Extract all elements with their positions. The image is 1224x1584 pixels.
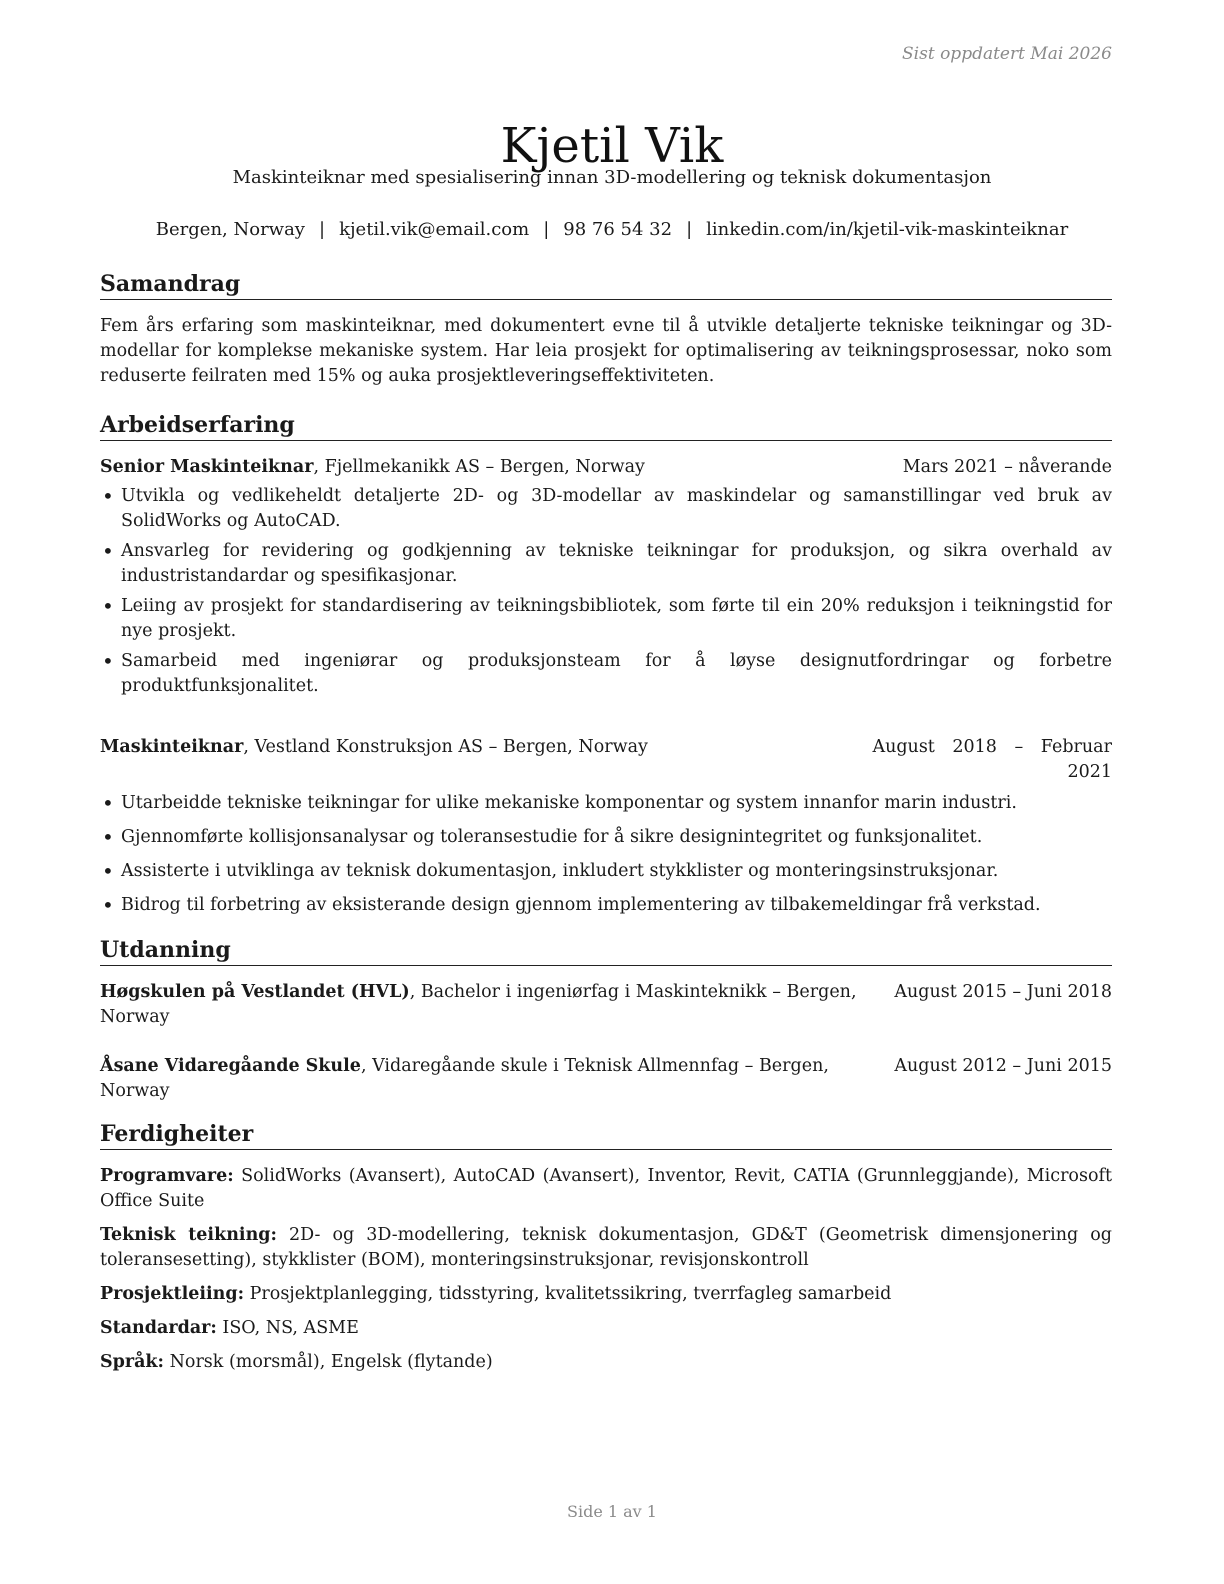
skill-row xyxy=(100,1350,1112,1375)
skill-label: Teknisk teikning: xyxy=(100,1225,277,1245)
job-header xyxy=(100,455,1112,480)
skill-text: SolidWorks (Avansert), AutoCAD (Avansert), Inventor, Revit, CATIA (Grunnleggjande), Microsoft Office Suite xyxy=(100,1166,1112,1211)
bullet-item: • Utarbeidde tekniske teikningar for ulike mekaniske komponentar og system innanfor marin industri. xyxy=(100,791,1112,816)
skill-text: Norsk (morsmål), Engelsk (flytande) xyxy=(164,1352,493,1372)
page-number: Side 1 av 1 xyxy=(567,1502,657,1521)
bullet-item: • Gjennomførte kollisjonsanalysar og toleransestudie for å sikre designintegritet og funksjonalitet. xyxy=(100,825,1112,850)
skill-label: Standardar: xyxy=(100,1318,217,1338)
education-detail: , Bachelor i ingeniørfag i Maskinteknikk – Bergen, Norway xyxy=(100,982,857,1027)
education-entry xyxy=(100,980,1112,1030)
bullet-item: • Leiing av prosjekt for standardisering av teikningsbibliotek, som førte til ein 20% reduksjon i teikningstid for nye prosjekt. xyxy=(100,594,1112,644)
separator: | xyxy=(318,219,326,240)
job-entry xyxy=(100,455,1112,699)
tagline: Maskinteiknar med spesialisering innan 3D-modellering og teknisk dokumentasjon xyxy=(232,167,992,188)
job-role: Maskinteiknar xyxy=(100,737,244,757)
skill-row xyxy=(100,1282,1112,1307)
job-role: Senior Maskinteiknar xyxy=(100,457,314,477)
education-detail: , Vidaregåande skule i Teknisk Allmennfag – Bergen, Norway xyxy=(100,1056,829,1101)
job-header xyxy=(100,735,1112,785)
bullet-item: • Bidrog til forbetring av eksisterande design gjennom implementering av tilbakemeldingar frå verkstad. xyxy=(100,893,1112,918)
separator: | xyxy=(543,219,550,240)
skill-text: ISO, NS, ASME xyxy=(216,1318,359,1338)
education-school: Høgskulen på Vestlandet (HVL) xyxy=(100,982,410,1002)
skill-label: Programvare: xyxy=(100,1166,234,1186)
bullet-item: • Ansvarleg for revidering og godkjenning av tekniske teikningar for produksjon, og sikra overhald av industristandardar og spesifikasjonar. xyxy=(100,539,1112,589)
resume-body xyxy=(100,270,1112,1375)
section-title-summary: Samandrag xyxy=(100,270,1112,300)
skill-label: Språk: xyxy=(100,1352,165,1372)
separator: | xyxy=(686,219,693,240)
skill-label: Prosjektleiing: xyxy=(100,1284,245,1304)
contact-linkedin[interactable]: linkedin.com/in/kjetil-vik-maskinteiknar xyxy=(706,219,1069,240)
job-entry xyxy=(100,735,1112,918)
job-company: , Fjellmekanikk AS – Bergen, Norway xyxy=(313,457,645,477)
skill-row xyxy=(100,1223,1112,1273)
contact-email[interactable]: kjetil.vik@email.com xyxy=(339,219,530,240)
job-company: , Vestland Konstruksjon AS – Bergen, Norway xyxy=(243,737,648,757)
section-title-skills: Ferdigheiter xyxy=(100,1120,1112,1150)
job-bullets xyxy=(100,791,1112,918)
skill-row xyxy=(100,1164,1112,1214)
job-dates: August 2018 – Februar 2021 xyxy=(872,737,1112,782)
job-bullets xyxy=(100,484,1112,699)
candidate-name: Kjetil Vik xyxy=(500,118,724,175)
education-dates: August 2015 – Juni 2018 xyxy=(894,982,1112,1002)
contact-phone[interactable]: 98 76 54 32 xyxy=(563,219,673,240)
skill-row xyxy=(100,1316,1112,1341)
summary-text: Fem års erfaring som maskinteiknar, med dokumentert evne til å utvikle detaljerte tekniske teikningar og 3D-modellar for komplekse mekaniske system. Har leia prosjekt for optimalisering av teikningsprosessar, noko som reduserte feilraten med 15% og auka prosjektleveringseffektiviteten. xyxy=(100,316,1112,386)
skill-text: 2D- og 3D-modellering, teknisk dokumentasjon, GD&T (Geometrisk dimensjonering og toleransesetting), stykklister (BOM), monteringsinstruksjonar, revisjonskontroll xyxy=(100,1225,1112,1270)
education-entry xyxy=(100,1054,1112,1104)
section-title-experience: Arbeidserfaring xyxy=(100,411,1112,441)
education-school: Åsane Vidaregåande Skule xyxy=(100,1056,361,1076)
contact-location: Bergen, Norway xyxy=(155,219,305,240)
job-dates: Mars 2021 – nåverande xyxy=(902,457,1112,477)
bullet-item: • Utvikla og vedlikeheldt detaljerte 2D- og 3D-modellar av maskindelar og samanstillingar ved bruk av SolidWorks og AutoCAD. xyxy=(100,484,1112,534)
section-title-education: Utdanning xyxy=(100,936,1112,966)
contact-line xyxy=(0,219,1224,240)
last-updated: Sist oppdatert Mai 2026 xyxy=(902,44,1112,64)
education-dates: August 2012 – Juni 2015 xyxy=(894,1056,1112,1076)
skill-text: Prosjektplanlegging, tidsstyring, kvalitetssikring, tverrfagleg samarbeid xyxy=(244,1284,892,1304)
bullet-item: • Assisterte i utviklinga av teknisk dokumentasjon, inkludert stykklister og monteringsinstruksjonar. xyxy=(100,859,1112,884)
bullet-item: • Samarbeid med ingeniørar og produksjonsteam for å løyse designutfordringar og forbetre produktfunksjonalitet. xyxy=(100,649,1112,699)
